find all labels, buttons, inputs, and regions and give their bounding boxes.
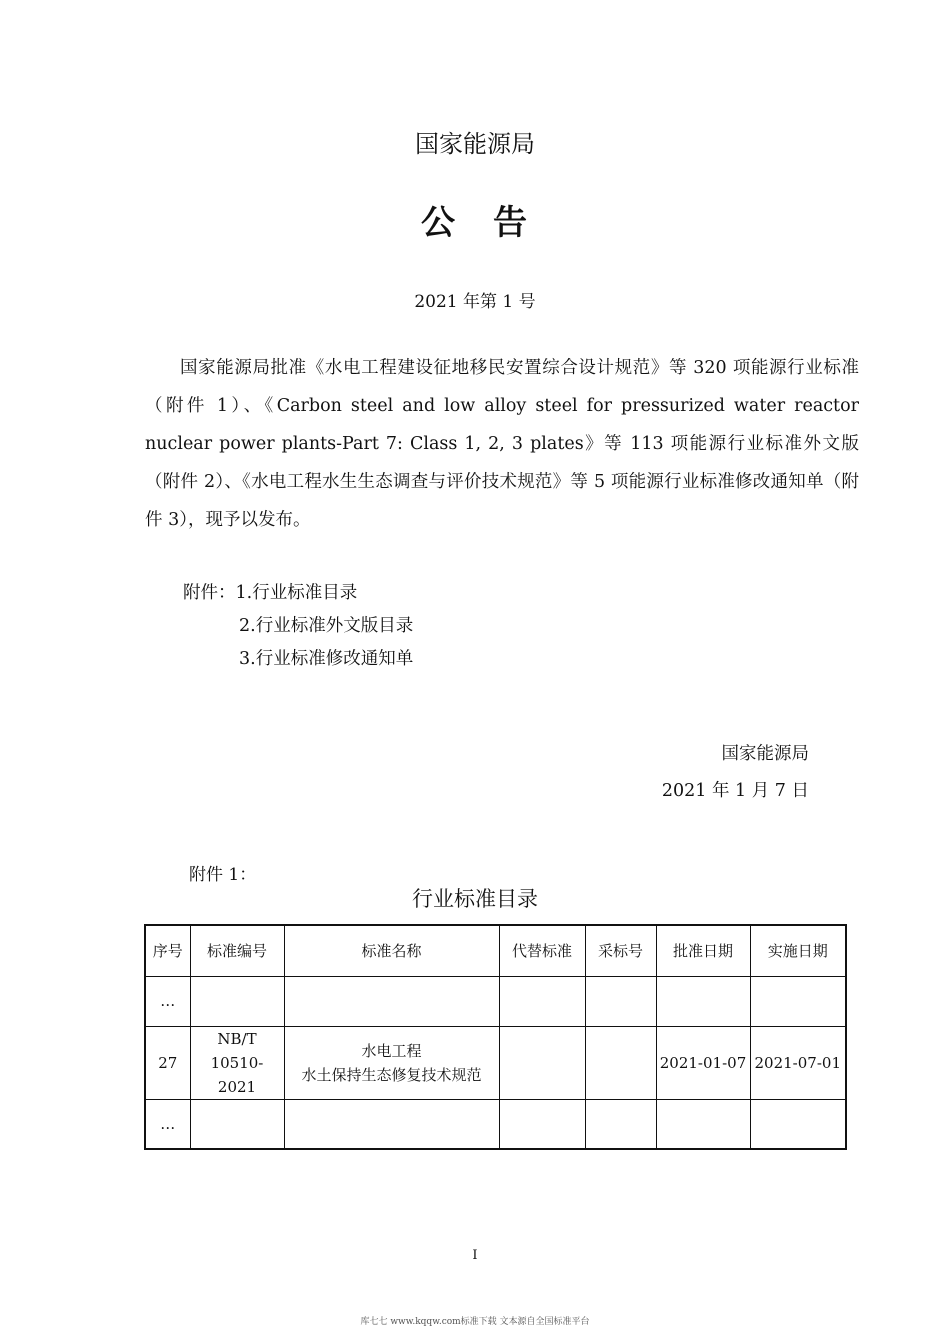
table-row [145,1099,846,1149]
col-header-effective: 实施日期 [750,925,846,976]
announcement-number: 2021 年第 1 号 [414,292,536,312]
attachment-row-1 [183,577,413,610]
table-header-row [145,925,846,976]
table-row [145,976,846,1026]
agency-heading: 国家能源局 [415,130,535,158]
cell-approved [656,976,750,1026]
attachment-item[interactable]: 1.行业标准目录 [235,583,358,603]
name-line: 水土保持生态修复技术规范 [301,1065,482,1084]
cell-code [190,976,284,1026]
cell-name [284,976,499,1026]
cell-code [190,1099,284,1149]
cell-effective [750,976,846,1026]
col-header-approved: 批准日期 [656,925,750,976]
col-header-code: 标准编号 [190,925,284,976]
standards-table [144,924,847,1150]
cell-adopted [585,1026,656,1099]
table-row [145,1026,846,1099]
table-title: 行业标准目录 [412,887,538,911]
cell-adopted [585,976,656,1026]
cell-seq: … [145,1099,190,1149]
cell-code [190,1026,284,1099]
cell-name [284,1099,499,1149]
attachment-list [183,577,413,676]
col-header-adopted: 采标号 [585,925,656,976]
body-paragraph: 国家能源局批准《水电工程建设征地移民安置综合设计规范》等 320 项能源行业标准（附件 1）、《Carbon steel and low alloy steel for pressurized water reactor nuclear power plants-Part 7: Class 1, 2, 3 plates》等 113 项能源行业标准外文版（附件 2）、《水电工程水生生态调查与评价技术规范》等 5 项能源行业标准修改通知单（附件 3），现予以发布。 [145,358,859,530]
attachment-label: 附件： [183,583,236,603]
cell-seq: 27 [145,1026,190,1099]
code-line: NB/T [217,1029,257,1048]
attachment-item[interactable]: 3.行业标准修改通知单 [239,649,414,669]
announcement-title: 公 告 [421,203,529,243]
cell-name [284,1026,499,1099]
cell-replaces [499,1026,585,1099]
col-header-seq: 序号 [145,925,190,976]
attachment-row-3 [183,643,413,676]
attachment-item[interactable]: 2.行业标准外文版目录 [239,616,414,636]
signature-date: 2021 年 1 月 7 日 [661,781,809,801]
col-header-replaces: 代替标准 [499,925,585,976]
footer-watermark: 库七七 www.kqqw.com标准下载 文本源自全国标准平台 [360,1317,590,1327]
page-number: I [472,1248,478,1263]
cell-approved [656,1099,750,1149]
cell-replaces [499,976,585,1026]
col-header-name: 标准名称 [284,925,499,976]
name-line: 水电工程 [361,1041,422,1060]
signature-org: 国家能源局 [721,744,809,764]
announcement-body [145,349,859,539]
cell-adopted [585,1099,656,1149]
cell-approved: 2021-01-07 [656,1026,750,1099]
cell-effective: 2021-07-01 [750,1026,846,1099]
cell-effective [750,1099,846,1149]
attachment-row-2 [183,610,413,643]
code-line: 10510-2021 [210,1053,264,1096]
annex-label: 附件 1： [189,865,257,885]
cell-seq: … [145,976,190,1026]
cell-replaces [499,1099,585,1149]
